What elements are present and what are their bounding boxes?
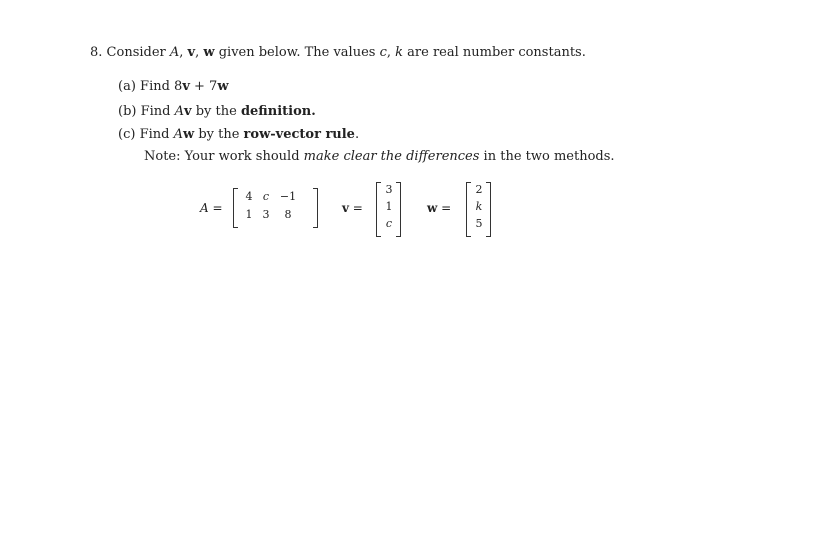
- part-a: [118, 78, 229, 96]
- part-c-label: (c): [118, 127, 136, 142]
- matrix-A-entry: 8: [284, 208, 292, 221]
- intro-var-c: c: [379, 45, 387, 60]
- part-a-var-w: w: [217, 79, 229, 94]
- matrix-A-entry: 3: [262, 208, 270, 221]
- vector-v-right-bracket: [396, 182, 401, 237]
- intro-var-k: k: [395, 45, 404, 60]
- note-emphasis: make clear the differences: [303, 149, 480, 164]
- matrix-display: [200, 182, 520, 238]
- part-c-var-A: A: [173, 127, 183, 142]
- matrix-A-name: A: [200, 201, 209, 215]
- matrix-A-entry: −1: [279, 190, 297, 203]
- vector-v-entry: 1: [385, 200, 393, 213]
- part-a-var-v: v: [182, 79, 190, 94]
- part-c: [118, 126, 359, 144]
- vector-v-label: [342, 201, 363, 215]
- vector-w-entry: 2: [475, 183, 483, 196]
- matrix-A-left-bracket: [233, 188, 238, 228]
- part-a-text: + 7: [189, 79, 218, 94]
- intro-var-v: v: [187, 45, 196, 60]
- vector-w-entry: 5: [475, 217, 483, 230]
- vector-v-entry: c: [385, 217, 393, 230]
- vector-w-right-bracket: [486, 182, 491, 237]
- matrix-A-equals: =: [208, 201, 223, 215]
- part-a-text: Find 8: [140, 79, 183, 94]
- vector-w-label: [427, 201, 451, 215]
- intro-text: are real number constants.: [403, 45, 586, 60]
- intro-text: Consider: [106, 45, 170, 60]
- vector-v-name: v: [342, 201, 349, 215]
- matrix-A-entry: c: [262, 190, 270, 203]
- vector-w-name: w: [427, 201, 438, 215]
- vector-v-equals: =: [348, 201, 363, 215]
- problem-intro: [90, 44, 586, 62]
- part-c-var-w: w: [182, 127, 195, 142]
- intro-sep: ,: [386, 45, 396, 60]
- matrix-A-label: [200, 201, 223, 215]
- matrix-A-right-bracket: [313, 188, 318, 228]
- part-b-var-v: v: [184, 104, 192, 119]
- intro-text: given below. The values: [214, 45, 380, 60]
- part-c-text: by the: [194, 127, 244, 142]
- note-text: Note: Your work should: [144, 149, 304, 164]
- vector-w-equals: =: [437, 201, 452, 215]
- intro-sep: ,: [195, 45, 204, 60]
- part-b-var-A: A: [174, 104, 185, 119]
- part-b: [118, 103, 316, 121]
- matrix-A-entry: 1: [245, 208, 253, 221]
- part-c-text: .: [354, 127, 360, 142]
- intro-sep: ,: [179, 45, 188, 60]
- part-c-row-vector-rule: row-vector rule: [243, 127, 355, 142]
- part-b-text: Find: [140, 104, 175, 119]
- vector-w-entry: k: [475, 200, 483, 213]
- part-a-label: (a): [118, 79, 136, 94]
- part-b-text: by the: [191, 104, 241, 119]
- intro-var-w: w: [203, 45, 215, 60]
- problem-number: 8.: [90, 45, 103, 60]
- part-b-label: (b): [118, 104, 137, 119]
- note: [144, 148, 615, 166]
- part-b-definition: definition.: [240, 104, 316, 119]
- matrix-A-entry: 4: [245, 190, 253, 203]
- part-c-text: Find: [139, 127, 174, 142]
- note-text: in the two methods.: [479, 149, 615, 164]
- intro-var-A: A: [169, 45, 180, 60]
- vector-v-entry: 3: [385, 183, 393, 196]
